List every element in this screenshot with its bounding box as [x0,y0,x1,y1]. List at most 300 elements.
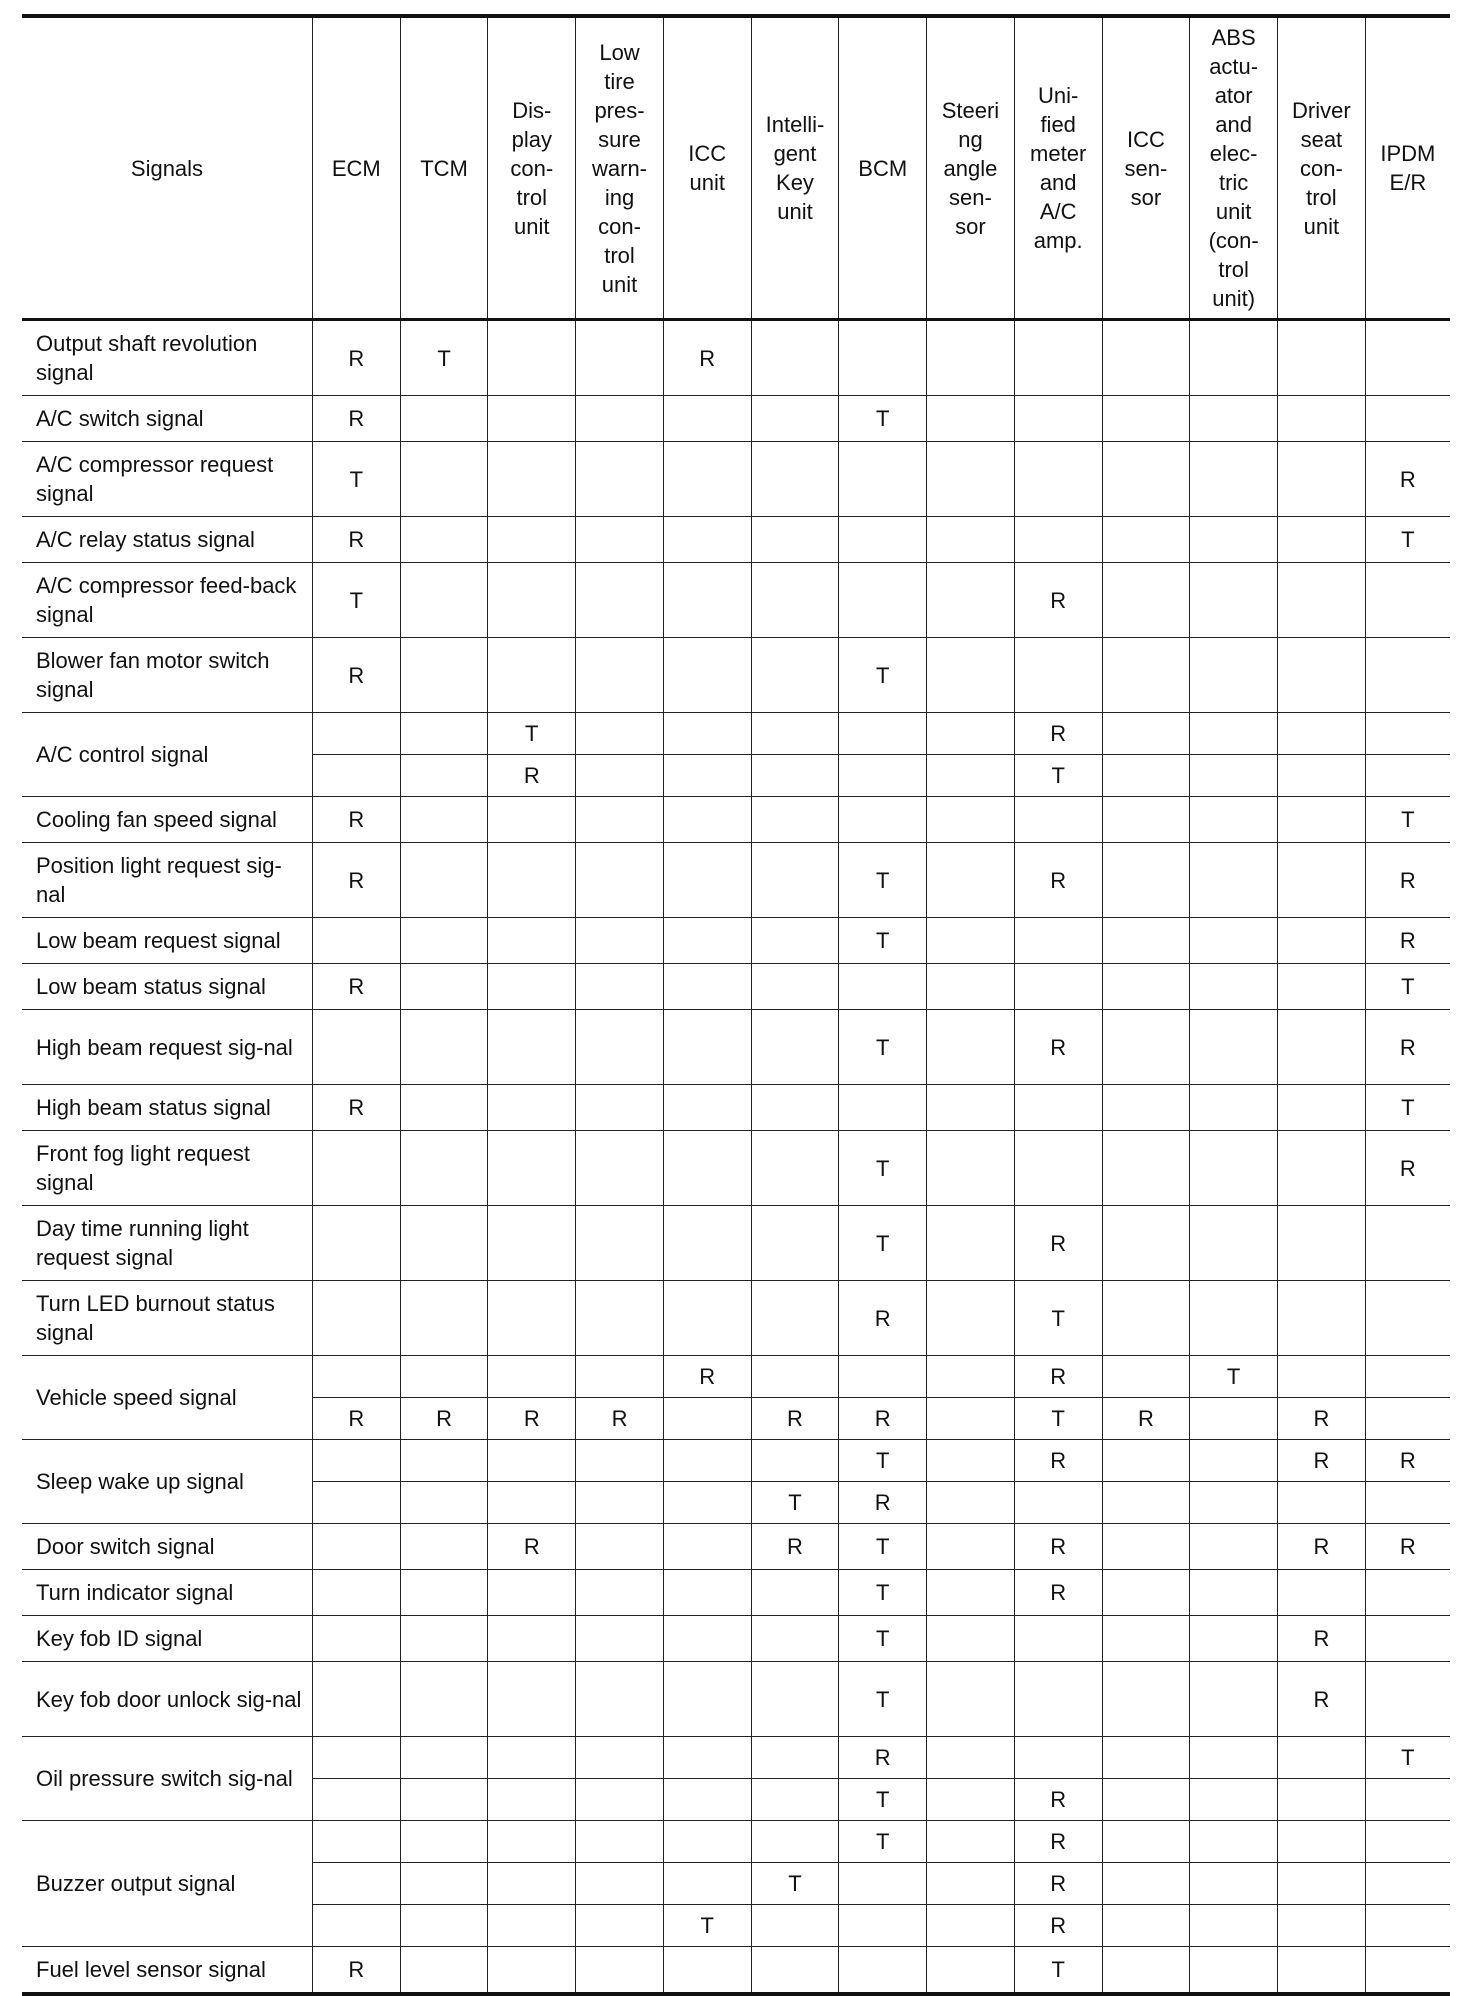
signal-cell [400,1085,488,1131]
signal-cell: R [488,755,576,797]
signal-cell [1102,1085,1190,1131]
table-row [22,396,1450,442]
signal-cell [576,1662,664,1737]
signal-cell: R [1014,1779,1102,1821]
signal-cell [663,1085,751,1131]
table-row [22,1281,1450,1356]
signal-cell [312,1482,400,1524]
signal-cell [1102,1356,1190,1398]
header-driver-seat-control-unit: Driver seat con- trol unit [1278,16,1366,320]
signal-cell [1014,797,1102,843]
signal-cell [576,320,664,396]
signal-cell [576,1131,664,1206]
signal-cell [576,1206,664,1281]
signal-cell [488,797,576,843]
signal-cell: T [839,1440,927,1482]
table-row [22,638,1450,713]
signal-cell [576,638,664,713]
signal-cell: R [663,1356,751,1398]
signal-cell [1190,1085,1278,1131]
signal-cell [663,797,751,843]
table-row [22,1131,1450,1206]
signal-cell [400,1356,488,1398]
table-row [22,1737,1450,1779]
signal-cell [312,1010,400,1085]
signal-cell [751,1947,839,1995]
signal-cell [927,638,1015,713]
signal-cell: R [576,1398,664,1440]
signal-cell [1190,1863,1278,1905]
signal-cell [839,797,927,843]
signal-cell [1278,1737,1366,1779]
signal-cell [751,1616,839,1662]
signal-cell [839,1085,927,1131]
signal-name: Buzzer output signal [22,1821,312,1947]
signal-cell [1190,320,1278,396]
signal-cell [1102,1440,1190,1482]
signal-cell: R [1365,1010,1450,1085]
signal-cell [1190,1524,1278,1570]
signal-cell [312,1440,400,1482]
signal-cell [488,396,576,442]
header-low-tire-pressure-warning-control-unit: Low tire pres- sure warn- ing con- trol unit [576,16,664,320]
signal-cell [927,1662,1015,1737]
signal-name: Cooling fan speed signal [22,797,312,843]
signal-cell [927,1524,1015,1570]
signal-cell [751,396,839,442]
signal-cell [1190,1570,1278,1616]
signal-cell [1365,396,1450,442]
signal-cell [1365,638,1450,713]
signal-name: A/C relay status signal [22,517,312,563]
signal-cell [488,1947,576,1995]
signal-cell: R [400,1398,488,1440]
signal-cell [400,517,488,563]
signal-cell [1278,1010,1366,1085]
signal-cell [488,1662,576,1737]
signal-cell [1014,517,1102,563]
signal-cell [1365,1821,1450,1863]
signal-cell [1190,1779,1278,1821]
signal-cell [751,713,839,755]
signal-cell [751,1356,839,1398]
signal-cell [400,1616,488,1662]
signal-cell [576,1779,664,1821]
table-row [22,1570,1450,1616]
signal-cell [488,442,576,517]
signal-cell [312,1662,400,1737]
signal-cell [663,755,751,797]
signal-cell [1102,1779,1190,1821]
signal-cell [1014,964,1102,1010]
signal-cell [1102,1947,1190,1995]
signal-name: Turn indicator signal [22,1570,312,1616]
signal-cell: R [1278,1524,1366,1570]
signal-cell [927,1737,1015,1779]
signal-cell [1278,1356,1366,1398]
signal-cell [488,1206,576,1281]
signal-cell [663,1863,751,1905]
signal-cell: R [839,1398,927,1440]
signal-cell [927,1905,1015,1947]
header-row [22,16,1450,320]
signal-cell: R [488,1398,576,1440]
signal-cell [488,1281,576,1356]
signal-cell: R [1278,1662,1366,1737]
signal-cell: T [839,843,927,918]
signal-cell [1365,1863,1450,1905]
signal-cell [927,755,1015,797]
table-row [22,1524,1450,1570]
signal-cell [576,1440,664,1482]
signal-cell [1102,755,1190,797]
table-row [22,1440,1450,1482]
signal-name: Turn LED burnout status signal [22,1281,312,1356]
signal-cell [488,320,576,396]
signal-cell [927,1010,1015,1085]
signal-cell [1014,396,1102,442]
signal-cell [1365,1779,1450,1821]
signal-cell [1190,1905,1278,1947]
signal-rows [22,320,1450,1995]
signal-cell [1102,843,1190,918]
signal-cell: T [1365,1085,1450,1131]
signal-cell: R [312,638,400,713]
signal-cell: R [312,797,400,843]
signal-cell [1190,797,1278,843]
signal-cell [400,1570,488,1616]
signal-cell [839,713,927,755]
signal-cell [1365,1947,1450,1995]
signal-cell [400,918,488,964]
header-signals: Signals [22,16,312,320]
signal-cell [1278,1085,1366,1131]
signal-cell: T [839,1779,927,1821]
signal-name: Low beam request signal [22,918,312,964]
signal-cell [312,1821,400,1863]
signal-cell [751,638,839,713]
signal-cell [400,1737,488,1779]
signal-cell [663,843,751,918]
signal-cell: T [1365,1737,1450,1779]
signal-cell [1190,918,1278,964]
signal-cell [576,1010,664,1085]
signal-cell [1190,755,1278,797]
signal-cell [1190,396,1278,442]
signal-cell [576,964,664,1010]
signal-cell [751,1440,839,1482]
signal-cell [751,1281,839,1356]
signal-cell [312,1356,400,1398]
signal-cell [1278,1281,1366,1356]
signal-cell: T [839,1821,927,1863]
signal-cell [927,1947,1015,1995]
signal-cell: R [312,320,400,396]
signal-cell [663,964,751,1010]
signal-cell [488,918,576,964]
signal-cell: R [1014,1010,1102,1085]
signal-cell [488,1440,576,1482]
header-abs-actuator-and-electric-unit: ABS actu- ator and elec- tric unit (con- trol unit) [1190,16,1278,320]
signal-cell [663,1616,751,1662]
signal-cell [1014,1616,1102,1662]
signal-cell [1190,1737,1278,1779]
signal-cell [927,1779,1015,1821]
signal-cell [1190,563,1278,638]
signal-cell [663,1524,751,1570]
signal-cell [927,563,1015,638]
signal-cell [1278,1206,1366,1281]
signal-cell [751,1570,839,1616]
signal-cell [576,1905,664,1947]
signal-cell [1190,1206,1278,1281]
table-row [22,563,1450,638]
signal-cell [1278,517,1366,563]
signal-cell [663,396,751,442]
signal-cell [751,1737,839,1779]
signal-cell [488,1905,576,1947]
signal-cell: R [1014,713,1102,755]
signal-cell [751,1010,839,1085]
signal-cell [751,1905,839,1947]
signal-cell [663,563,751,638]
signal-cell [576,1863,664,1905]
signal-cell [1365,713,1450,755]
signal-cell [488,843,576,918]
signal-cell [488,638,576,713]
signal-cell [312,1131,400,1206]
signal-cell [1190,1131,1278,1206]
signal-cell [1014,1662,1102,1737]
signal-cell [1278,918,1366,964]
signal-cell [312,755,400,797]
signal-cell: R [312,964,400,1010]
signal-cell: T [839,1206,927,1281]
signal-cell [400,1779,488,1821]
signal-cell: R [1278,1616,1366,1662]
signal-cell [1190,638,1278,713]
signal-cell: R [839,1482,927,1524]
signal-cell: R [312,396,400,442]
signal-cell: T [839,1616,927,1662]
signal-cell [1278,1905,1366,1947]
signal-cell: R [312,1947,400,1995]
signal-cell [927,1085,1015,1131]
signal-cell [576,1482,664,1524]
signal-cell: R [1365,843,1450,918]
signal-cell [1278,1779,1366,1821]
signal-cell [1102,1662,1190,1737]
signal-cell [576,1570,664,1616]
signal-cell [1190,517,1278,563]
signal-cell [1102,964,1190,1010]
signal-cell [1365,1482,1450,1524]
signal-cell [1102,320,1190,396]
signal-cell: R [312,843,400,918]
signal-cell [927,1206,1015,1281]
signal-cell [751,442,839,517]
signal-cell [1190,1398,1278,1440]
signal-cell [1365,1398,1450,1440]
signal-name: Blower fan motor switch signal [22,638,312,713]
signal-cell: T [839,1131,927,1206]
signal-cell [663,442,751,517]
signal-cell [751,843,839,918]
signal-cell [839,442,927,517]
signal-cell [663,1010,751,1085]
signal-cell [1102,563,1190,638]
signal-cell [400,797,488,843]
signal-cell [1365,1662,1450,1737]
table-row [22,1085,1450,1131]
signal-cell [927,1356,1015,1398]
signal-cell [751,964,839,1010]
signal-cell [400,442,488,517]
signal-cell [1102,797,1190,843]
header-unified-meter-and-ac-amp: Uni- fied meter and A/C amp. [1014,16,1102,320]
signal-cell [312,1863,400,1905]
signal-cell [400,1821,488,1863]
signal-cell [1190,1281,1278,1356]
signal-cell [1102,1863,1190,1905]
signal-cell [927,1863,1015,1905]
signal-cell [1102,1206,1190,1281]
signal-cell [576,797,664,843]
signal-cell [1365,1616,1450,1662]
signal-cell: T [839,918,927,964]
signal-cell [1190,964,1278,1010]
signal-cell [1278,1131,1366,1206]
signal-name: Day time running light request signal [22,1206,312,1281]
signal-cell [1278,563,1366,638]
signal-cell [1278,755,1366,797]
signal-cell [663,1737,751,1779]
signal-cell [488,964,576,1010]
header-steering-angle-sensor: Steeri ng angle sen- sor [927,16,1015,320]
signal-cell [1102,1616,1190,1662]
table-row [22,442,1450,517]
signal-cell [663,1570,751,1616]
signal-cell [927,1616,1015,1662]
signal-cell [927,797,1015,843]
signal-cell [1102,1905,1190,1947]
signal-cell [400,1206,488,1281]
signal-cell: T [839,638,927,713]
signal-cell: R [1014,1821,1102,1863]
signal-cell [1278,396,1366,442]
signal-cell: T [751,1482,839,1524]
signal-cell [312,1281,400,1356]
signal-cell: R [312,1398,400,1440]
signal-cell: R [1014,1440,1102,1482]
signal-cell [488,1570,576,1616]
signal-cell [488,1085,576,1131]
signal-cell [400,1524,488,1570]
signal-cell: T [839,1010,927,1085]
signal-cell [400,1905,488,1947]
signal-cell: R [1014,843,1102,918]
signal-name: Vehicle speed signal [22,1356,312,1440]
signal-cell [1190,843,1278,918]
signal-cell [400,843,488,918]
signal-cell [1278,638,1366,713]
signal-cell: T [663,1905,751,1947]
signal-cell [1014,1085,1102,1131]
signal-cell [1365,563,1450,638]
table-row [22,320,1450,396]
signal-cell [400,1440,488,1482]
signal-cell [576,755,664,797]
signal-cell: R [312,517,400,563]
signal-cell [1102,1131,1190,1206]
signal-cell [576,442,664,517]
signal-cell [1190,713,1278,755]
signal-cell [1278,1570,1366,1616]
signal-cell [839,1905,927,1947]
signal-name: Position light request sig-nal [22,843,312,918]
signal-cell [400,1662,488,1737]
signal-cell [927,843,1015,918]
table-row [22,964,1450,1010]
signal-cell [400,755,488,797]
signal-cell: T [488,713,576,755]
signal-cell [839,320,927,396]
signal-name: Key fob ID signal [22,1616,312,1662]
header-tcm: TCM [400,16,488,320]
signal-cell [1014,320,1102,396]
header-icc-unit: ICC unit [663,16,751,320]
signal-cell [927,1821,1015,1863]
signal-cell [576,843,664,918]
signal-cell [1365,1570,1450,1616]
table-row [22,797,1450,843]
signal-cell [1365,1356,1450,1398]
signal-cell [1190,1821,1278,1863]
signal-cell [400,396,488,442]
signal-cell [488,1010,576,1085]
signal-cell [927,1570,1015,1616]
signal-cell [839,1863,927,1905]
signal-name: A/C switch signal [22,396,312,442]
header-intelligent-key-unit: Intelli- gent Key unit [751,16,839,320]
signal-cell [312,1524,400,1570]
signal-name: Sleep wake up signal [22,1440,312,1524]
signal-cell [1102,442,1190,517]
signal-cell [400,1482,488,1524]
signal-cell [663,638,751,713]
signal-cell [400,638,488,713]
signal-cell [1102,1821,1190,1863]
signal-cell [1278,1821,1366,1863]
signal-cell: R [1014,563,1102,638]
signal-cell [312,1905,400,1947]
signal-cell: R [839,1737,927,1779]
signal-cell [927,1482,1015,1524]
signal-cell [488,1482,576,1524]
signal-cell [1278,1482,1366,1524]
signal-cell [1190,1482,1278,1524]
signal-cell: R [1365,442,1450,517]
signal-cell [488,1131,576,1206]
signal-cell [839,1947,927,1995]
signal-cell [927,1440,1015,1482]
can-communication-signal-chart [22,14,1450,1996]
signal-cell [839,964,927,1010]
signal-cell [663,1206,751,1281]
signal-cell [751,1662,839,1737]
signal-cell [1014,1737,1102,1779]
signal-cell [488,563,576,638]
